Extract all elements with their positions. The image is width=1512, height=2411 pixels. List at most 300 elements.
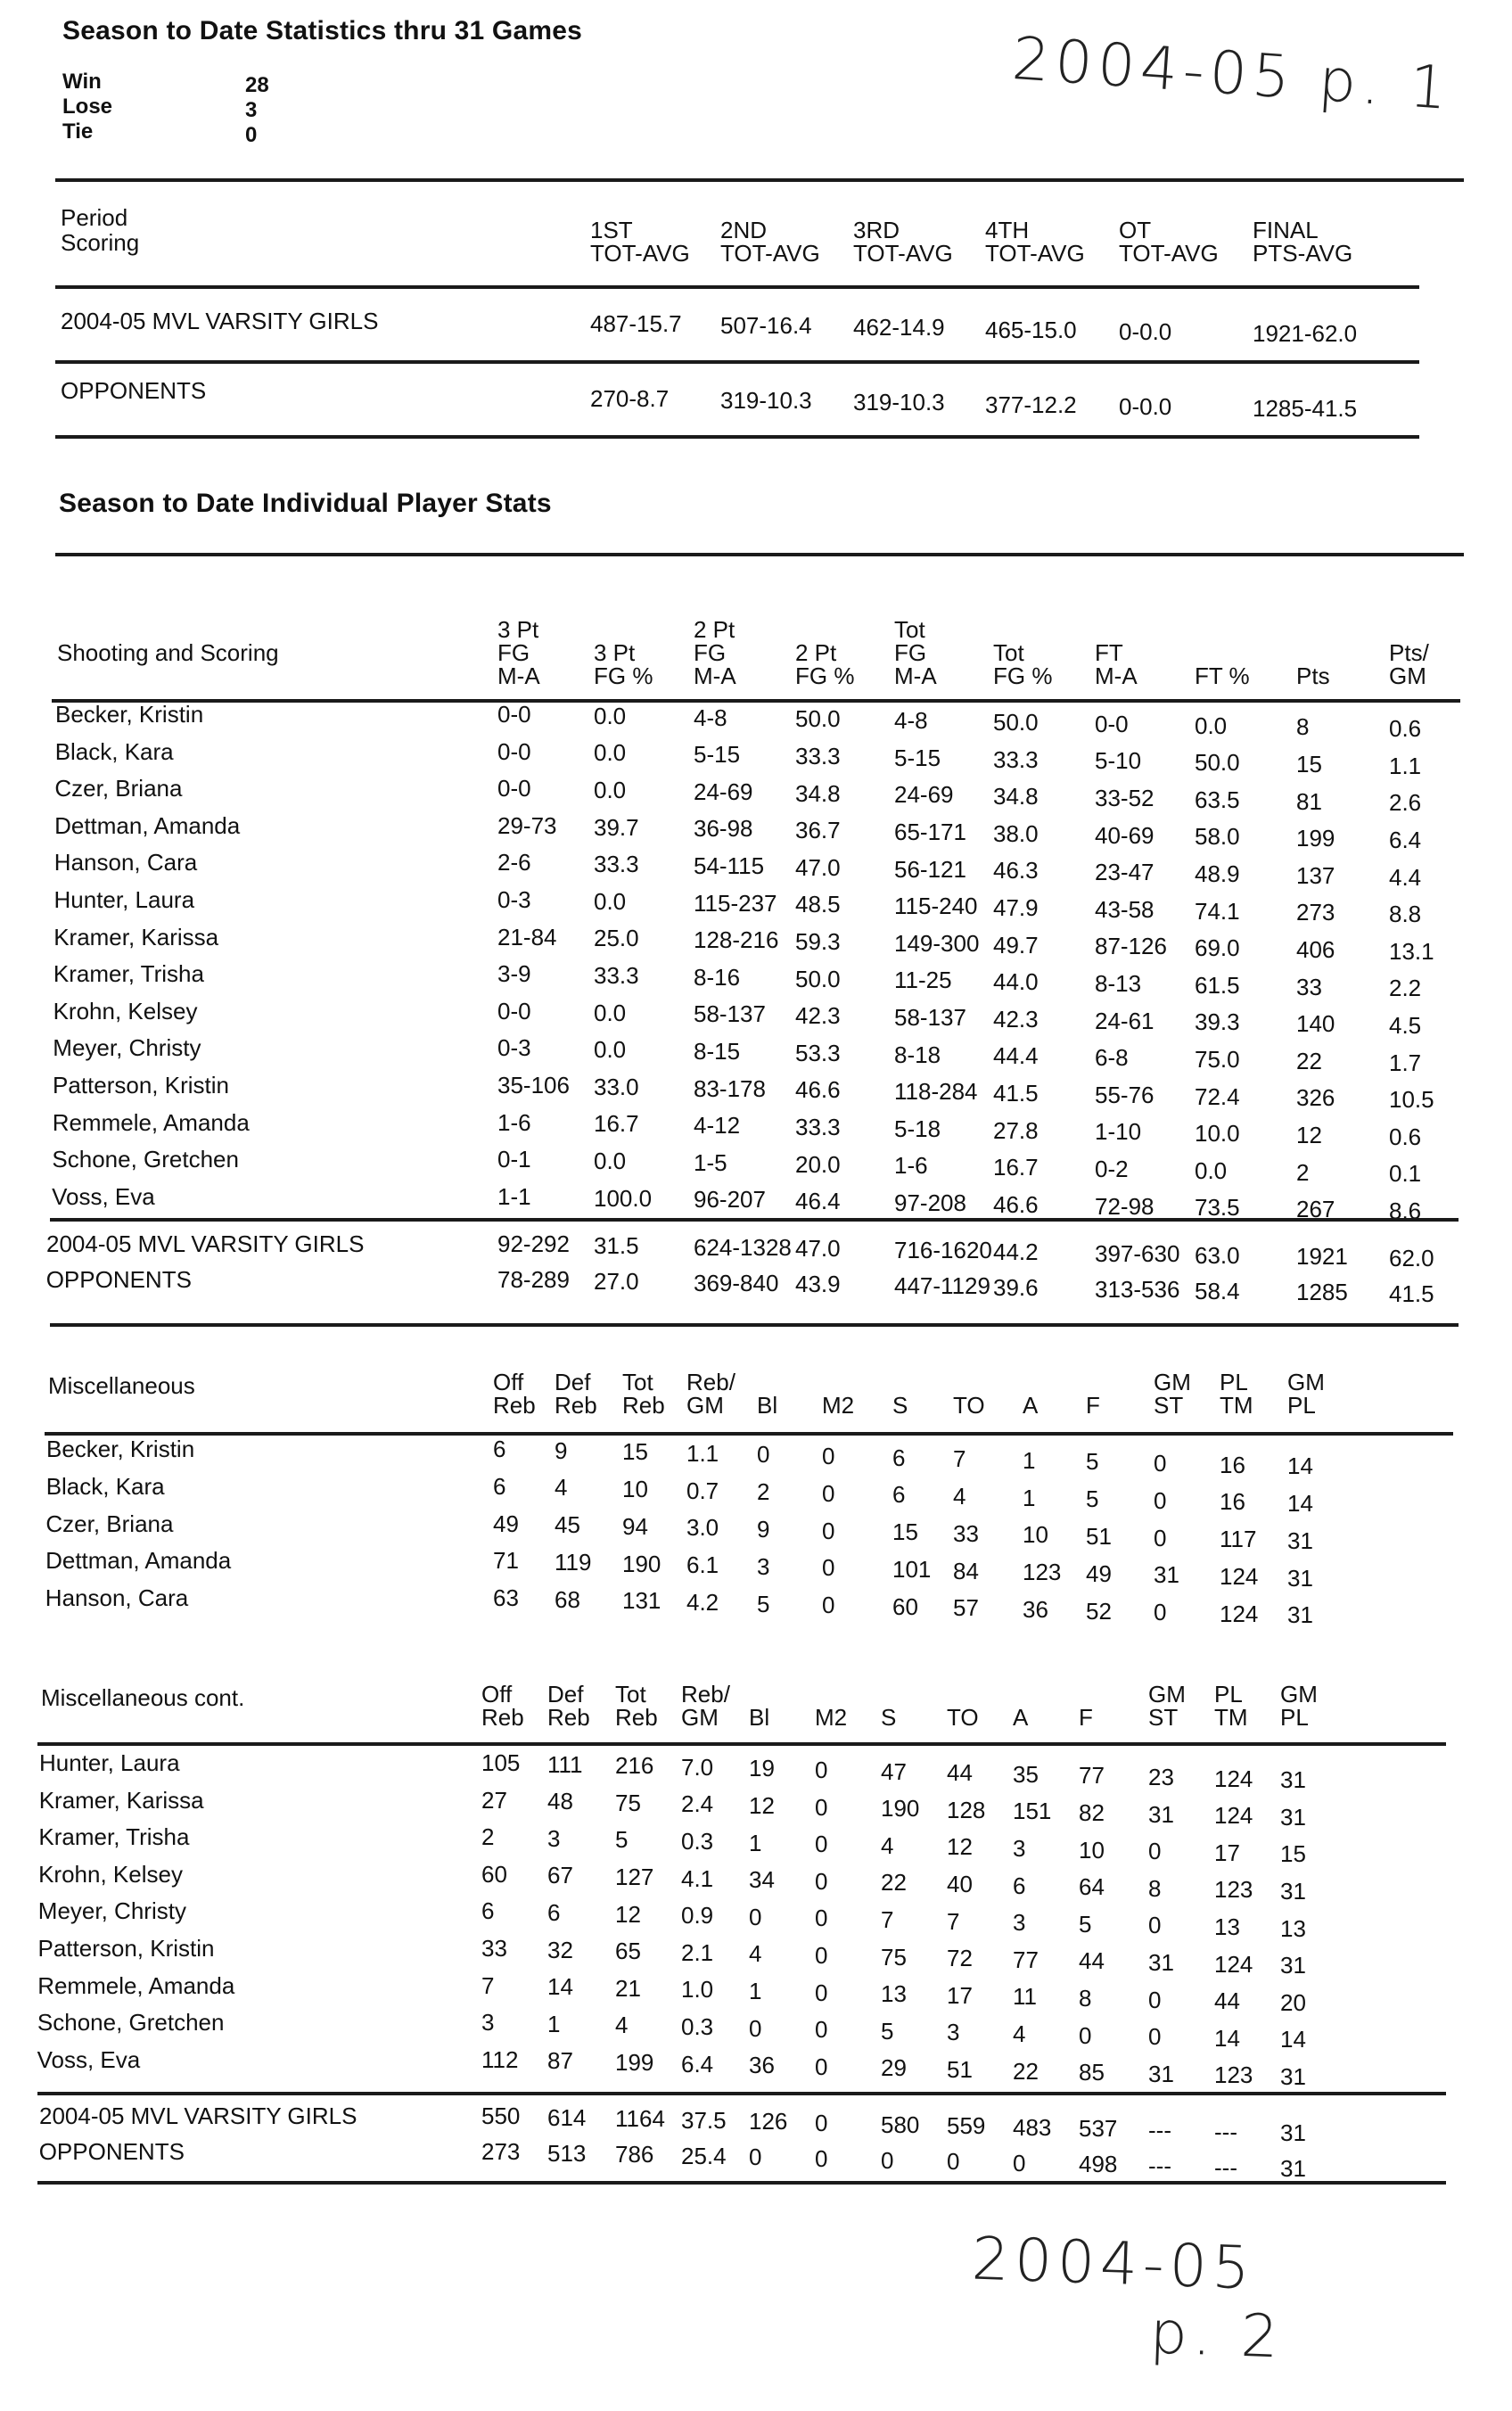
column-header-text: FG	[894, 639, 927, 666]
stat-cell: 83-178	[694, 1074, 766, 1102]
stat-cell: 29-73	[497, 811, 557, 839]
column-header-text: GM	[1148, 1681, 1186, 1707]
stat-cell: 0-3	[497, 1034, 531, 1062]
stat-cell: 0.0	[594, 702, 627, 729]
stat-cell: 39.7	[594, 813, 639, 841]
period-value: 1921-62.0	[1253, 320, 1358, 347]
player-name: Czer, Briana	[54, 775, 183, 802]
period-value: 0-0.0	[1119, 317, 1172, 345]
stat-cell: 4-12	[694, 1112, 741, 1140]
stat-cell: 14	[1280, 2026, 1306, 2053]
column-header-text: Def	[555, 1369, 591, 1395]
column-header-text: Bl	[757, 1392, 778, 1419]
stat-cell: 15	[622, 1438, 648, 1466]
stat-cell: 5	[1086, 1448, 1099, 1476]
column-header-text: FT	[1095, 639, 1123, 666]
stat-cell: 8.6	[1389, 1197, 1422, 1224]
stat-cell: 128	[947, 1796, 986, 1823]
player-name: Schone, Gretchen	[37, 2009, 225, 2037]
stat-cell: 12	[947, 1833, 973, 1861]
player-name: Voss, Eva	[37, 2045, 141, 2073]
column-header-text: 3RD	[853, 217, 900, 243]
stat-cell: 59.3	[795, 928, 841, 955]
stat-cell: 0.0	[1195, 1156, 1228, 1184]
column-header-text: Off	[481, 1681, 513, 1707]
stat-cell: 8	[1148, 1874, 1162, 1902]
stat-cell: 0-0	[1095, 710, 1129, 737]
stat-cell: 4-8	[894, 707, 928, 735]
stat-cell: 8-15	[694, 1038, 741, 1065]
stat-cell: 46.3	[993, 857, 1039, 885]
stat-cell: 7.0	[681, 1753, 714, 1781]
divider	[55, 285, 1419, 289]
column-header-text: GM	[1287, 1369, 1325, 1395]
stat-cell: 34.8	[795, 779, 841, 807]
stat-cell: 0	[815, 1867, 828, 1895]
column-header-text: ST	[1154, 1392, 1184, 1419]
stat-cell: 0	[815, 1905, 828, 1932]
stat-cell: 67	[547, 1862, 573, 1889]
column-header-text: GM	[681, 1704, 719, 1731]
stat-cell: 16	[1220, 1488, 1245, 1516]
column-header-text: FG	[694, 639, 727, 666]
column-header-text: FG %	[795, 662, 855, 689]
stat-cell: 44	[1079, 1947, 1105, 1975]
column-header-text: TOT-AVG	[1119, 240, 1219, 267]
stat-cell: 33	[1296, 973, 1322, 1000]
column-header-text: TM	[1220, 1392, 1253, 1419]
column-header-text: Reb	[555, 1392, 597, 1419]
player-name: Hanson, Cara	[53, 849, 198, 876]
stat-cell: 127	[615, 1864, 654, 1890]
stat-cell: 149-300	[894, 929, 980, 957]
stat-cell: 8	[1296, 713, 1310, 741]
stat-cell: 1	[749, 1978, 762, 2004]
stat-cell: 0	[1148, 1838, 1162, 1865]
stat-cell: 65-171	[894, 819, 966, 845]
stat-cell: 0.0	[594, 739, 627, 767]
stat-cell: 50.0	[993, 709, 1039, 736]
stat-cell: 119	[555, 1549, 592, 1576]
stat-cell: 273	[1296, 899, 1335, 926]
column-header-text: A	[1013, 1704, 1029, 1731]
player-name: Meyer, Christy	[53, 1034, 201, 1062]
stat-cell: 1164	[615, 2105, 665, 2133]
stat-cell: 49.7	[993, 931, 1039, 959]
stat-cell: 31	[1280, 2063, 1306, 2090]
stat-cell: 33.3	[993, 745, 1039, 773]
player-name: Patterson, Kristin	[53, 1072, 229, 1099]
stat-cell: 111	[547, 1750, 583, 1778]
stat-cell: 5-18	[894, 1115, 941, 1142]
period-value: 270-8.7	[590, 385, 670, 412]
stat-cell: 313-536	[1095, 1275, 1180, 1303]
stat-cell: 15	[1296, 751, 1322, 778]
stat-cell: 48	[547, 1788, 573, 1815]
stat-cell: 24-69	[894, 781, 954, 809]
stat-cell: 40	[947, 1871, 973, 1897]
stat-cell: 406	[1296, 936, 1335, 963]
stat-cell: 140	[1296, 1010, 1335, 1038]
stat-cell: 7	[881, 1906, 894, 1933]
stat-cell: 1921	[1296, 1243, 1348, 1271]
stat-cell: 1-6	[497, 1108, 531, 1136]
column-header-text: ST	[1148, 1704, 1179, 1731]
stat-cell: 16.7	[594, 1110, 639, 1138]
stat-cell: 0.3	[681, 2013, 714, 2040]
column-header-text: TM	[1214, 1704, 1248, 1731]
stat-cell: 1-5	[694, 1148, 727, 1176]
stat-cell: 9	[555, 1436, 568, 1464]
column-header-text: Reb/	[686, 1369, 735, 1395]
stat-cell: 498	[1079, 2151, 1118, 2178]
stat-cell: 117	[1220, 1526, 1257, 1553]
stat-cell: 60	[481, 1860, 507, 1888]
stat-cell: 6.4	[681, 2050, 714, 2078]
stat-cell: 2.1	[681, 1938, 714, 1966]
record-value-win: 28	[245, 73, 269, 97]
stat-cell: 550	[481, 2102, 521, 2129]
column-header-text: M-A	[497, 662, 540, 689]
stat-cell: 2.6	[1389, 789, 1422, 817]
stat-cell: 7	[953, 1445, 966, 1473]
player-name: 2004-05 MVL VARSITY GIRLS	[46, 1230, 365, 1257]
column-header-text: Def	[547, 1681, 584, 1707]
stat-cell: 71	[493, 1547, 519, 1575]
stat-cell: 17	[1214, 1839, 1240, 1866]
period-value: 319-10.3	[853, 389, 945, 416]
column-header-text: Tot	[894, 616, 925, 643]
stat-cell: 0	[815, 1831, 828, 1858]
stat-cell: 33.3	[594, 962, 639, 989]
stat-cell: 5	[881, 2017, 894, 2045]
stat-cell: 12	[1296, 1122, 1322, 1148]
stat-cell: 1	[749, 1829, 762, 1856]
stat-cell: 31	[1154, 1561, 1179, 1589]
player-name: Krohn, Kelsey	[38, 1860, 183, 1888]
stat-cell: 101	[892, 1556, 932, 1583]
stat-cell: 53.3	[795, 1039, 841, 1066]
stat-cell: 73.5	[1195, 1194, 1240, 1222]
stat-cell: 33-52	[1095, 785, 1155, 811]
stat-cell: 0	[1148, 2023, 1162, 2051]
stat-cell: 55-76	[1095, 1081, 1155, 1108]
stat-cell: 27.8	[993, 1116, 1039, 1144]
stat-cell: 63	[493, 1584, 519, 1612]
stat-cell: 47.0	[795, 853, 841, 881]
stat-cell: 11-25	[894, 967, 952, 994]
stat-cell: 31	[1280, 1766, 1306, 1794]
player-name: Hunter, Laura	[39, 1749, 180, 1776]
stat-cell: 1-6	[894, 1152, 928, 1180]
stat-cell: 11	[1013, 1983, 1037, 2011]
stat-cell: 49	[493, 1510, 519, 1537]
column-header-text: GM	[1154, 1369, 1191, 1395]
column-header-text: 2 Pt	[694, 616, 735, 643]
stat-cell: 21	[615, 1974, 641, 2002]
stat-cell: 31	[1148, 1949, 1174, 1976]
column-header-text: M-A	[694, 662, 736, 689]
stat-cell: 2.4	[681, 1790, 714, 1818]
stat-cell: 48.5	[795, 891, 841, 918]
stat-cell: 0	[749, 2144, 762, 2171]
stat-cell: 9	[757, 1516, 770, 1543]
stat-cell: 36.7	[795, 817, 841, 844]
stat-cell: 52	[1086, 1597, 1112, 1625]
stat-cell: 6	[493, 1436, 506, 1462]
stat-cell: 85	[1079, 2059, 1105, 2086]
stat-cell: 60	[892, 1592, 918, 1620]
stat-cell: 123	[1214, 2061, 1253, 2089]
player-name: Schone, Gretchen	[52, 1146, 239, 1173]
period-value: 462-14.9	[853, 314, 945, 341]
stat-cell: 124	[1214, 1950, 1253, 1978]
player-name: OPPONENTS	[38, 2138, 185, 2165]
misc-cont-label: Miscellaneous cont.	[41, 1684, 245, 1711]
stat-cell: 34	[749, 1866, 775, 1894]
divider	[50, 1323, 1459, 1327]
column-header-text: Tot	[615, 1681, 646, 1707]
stat-cell: 0-0	[497, 997, 531, 1024]
stat-cell: 63.0	[1195, 1241, 1240, 1269]
stat-cell: 216	[615, 1752, 654, 1780]
stat-cell: 48.9	[1195, 860, 1240, 887]
stat-cell: 0	[822, 1517, 835, 1544]
stat-cell: 112	[481, 2045, 519, 2073]
stat-cell: 6	[892, 1444, 906, 1471]
stat-cell: 2	[1296, 1158, 1310, 1186]
column-header-text: Pts/	[1389, 639, 1429, 666]
stat-cell: 124	[1220, 1600, 1259, 1627]
column-header-text: GM	[1280, 1681, 1318, 1707]
column-header-text: A	[1023, 1392, 1039, 1419]
stat-cell: 46.6	[795, 1076, 841, 1104]
stat-cell: 45	[555, 1511, 580, 1539]
stat-cell: 68	[555, 1585, 580, 1613]
stat-cell: 0.0	[594, 999, 627, 1026]
column-header-text: TOT-AVG	[590, 240, 690, 267]
stat-cell: 7	[481, 1971, 495, 1999]
stat-cell: 199	[615, 2049, 654, 2076]
stat-cell: 6	[547, 1899, 561, 1926]
stat-cell: 190	[622, 1550, 662, 1577]
stat-cell: 8-18	[894, 1041, 941, 1068]
column-header-text: S	[881, 1704, 897, 1731]
period-value: 377-12.2	[985, 391, 1077, 418]
stat-cell: 51	[947, 2056, 973, 2083]
stat-cell: 0	[815, 1979, 828, 2006]
stat-cell: 84	[953, 1557, 979, 1584]
stat-cell: 42.3	[993, 1005, 1039, 1033]
stat-cell: 0	[881, 2146, 894, 2174]
column-header-text: M-A	[1095, 662, 1138, 689]
stat-cell: 31	[1280, 1803, 1306, 1831]
stat-cell: 0	[1154, 1450, 1167, 1477]
stat-cell: 7	[947, 1907, 960, 1935]
stat-cell: 267	[1296, 1196, 1335, 1223]
stat-cell: 0	[1148, 1912, 1162, 1939]
stat-cell: 1-10	[1095, 1118, 1142, 1146]
stat-cell: 29	[881, 2054, 907, 2082]
stat-cell: 17	[947, 1981, 973, 2009]
stat-cell: 37.5	[681, 2106, 727, 2134]
stat-cell: 56-121	[894, 855, 966, 883]
stat-cell: 27.0	[594, 1267, 639, 1295]
stat-cell: 0	[815, 1793, 828, 1821]
stat-cell: 96-207	[694, 1186, 766, 1214]
stat-cell: 31	[1148, 2060, 1174, 2087]
stat-cell: 14	[1214, 2024, 1240, 2052]
stat-cell: 0-2	[1095, 1156, 1129, 1182]
stat-cell: 13	[881, 1980, 907, 2008]
stat-cell: 580	[881, 2111, 920, 2138]
stat-cell: 0	[1154, 1524, 1167, 1551]
player-name: Krohn, Kelsey	[53, 997, 198, 1024]
stat-cell: 716-1620	[894, 1237, 992, 1264]
column-header-text: GM	[686, 1392, 724, 1419]
stat-cell: 0	[815, 1757, 828, 1783]
stat-cell: 3	[1013, 1909, 1026, 1937]
stat-cell: 63.5	[1195, 786, 1240, 813]
stat-cell: 12	[615, 1900, 641, 1928]
stat-cell: 31	[1280, 2119, 1306, 2147]
column-header-text: M2	[822, 1392, 855, 1419]
stat-cell: 22	[1013, 2057, 1039, 2085]
stat-cell: 273	[481, 2138, 521, 2165]
column-header-text: GM	[1389, 662, 1426, 689]
player-name: Black, Kara	[45, 1472, 165, 1500]
column-header-text: Reb	[481, 1704, 524, 1731]
stat-cell: 44.4	[993, 1042, 1039, 1070]
stat-cell: 6	[481, 1897, 495, 1925]
stat-cell: 31	[1287, 1564, 1313, 1592]
stat-cell: 0	[1148, 1986, 1162, 2013]
stat-cell: 0	[822, 1554, 835, 1582]
stat-cell: 32	[547, 1936, 573, 1963]
stat-cell: 3	[757, 1552, 770, 1580]
stat-cell: 39.6	[993, 1274, 1039, 1301]
column-header-text: Reb	[547, 1704, 590, 1731]
stat-cell: 31	[1280, 1952, 1306, 1979]
stat-cell: 10	[622, 1476, 648, 1502]
stat-cell: 0	[815, 2016, 828, 2044]
stat-cell: 33.3	[795, 1114, 841, 1140]
stat-cell: 46.6	[993, 1190, 1039, 1218]
stat-cell: 137	[1296, 861, 1335, 889]
stat-cell: 97-208	[894, 1189, 966, 1216]
stat-cell: 5-10	[1095, 747, 1142, 775]
period-label-line1: Period	[61, 204, 128, 231]
stat-cell: 50.0	[795, 965, 841, 992]
stat-cell: 39.3	[1195, 1008, 1240, 1036]
column-header-text: 3 Pt	[497, 616, 539, 643]
period-label-line2: Scoring	[61, 229, 140, 256]
stat-cell: 105	[481, 1749, 521, 1776]
column-header-text: F	[1086, 1392, 1100, 1419]
stat-cell: 81	[1296, 787, 1322, 815]
stat-cell: 537	[1079, 2115, 1118, 2143]
player-name: Voss, Eva	[52, 1182, 155, 1210]
divider	[55, 360, 1419, 364]
stat-cell: 4.5	[1389, 1012, 1422, 1039]
stat-cell: 36	[1023, 1596, 1048, 1623]
stat-cell: 58.0	[1195, 823, 1240, 851]
stat-cell: 94	[622, 1512, 648, 1540]
divider	[37, 2181, 1446, 2185]
stat-cell: 0	[822, 1443, 835, 1469]
column-header-text: Tot	[993, 639, 1024, 666]
stat-cell: 4	[615, 2012, 629, 2039]
stat-cell: 0.0	[594, 1036, 627, 1064]
stat-cell: 190	[881, 1795, 920, 1823]
stat-cell: 10	[1023, 1521, 1048, 1549]
column-header-text: Bl	[749, 1704, 770, 1731]
period-value: 0-0.0	[1119, 392, 1172, 420]
stat-cell: 22	[1296, 1047, 1322, 1074]
column-header-text: Reb/	[681, 1681, 730, 1707]
stat-cell: 54-115	[694, 852, 765, 879]
stat-cell: ---	[1148, 2152, 1171, 2179]
stat-cell: 25.4	[681, 2142, 727, 2169]
column-header-text: Tot	[622, 1369, 653, 1395]
column-header-text: M-A	[894, 662, 937, 689]
stat-cell: 8	[1079, 1985, 1092, 2012]
stat-cell: 0	[815, 1942, 828, 1969]
column-header-text: FG %	[993, 662, 1053, 689]
stat-cell: 0.0	[594, 777, 627, 803]
stat-cell: 64	[1079, 1873, 1105, 1901]
stat-cell: 12	[749, 1792, 775, 1819]
stat-cell: 75	[615, 1789, 641, 1816]
stat-cell: 0	[1013, 2149, 1026, 2176]
stat-cell: 6	[493, 1472, 506, 1500]
stat-cell: 47.9	[993, 894, 1039, 921]
record-label-win: Win	[62, 70, 102, 94]
stat-cell: 3	[947, 2019, 960, 2046]
stat-cell: 128-216	[694, 926, 779, 954]
stat-cell: 786	[615, 2141, 654, 2168]
player-name: Meyer, Christy	[37, 1897, 186, 1925]
stat-cell: 14	[547, 1973, 573, 2001]
record-label-lose: Lose	[62, 95, 113, 119]
stat-cell: 4	[749, 1940, 762, 1968]
stat-cell: 5	[615, 1826, 629, 1854]
stat-cell: 4	[1013, 2020, 1026, 2047]
stat-cell: 31	[1287, 1526, 1313, 1554]
period-value: 465-15.0	[985, 316, 1077, 343]
stat-cell: 4.1	[681, 1864, 714, 1892]
player-name: OPPONENTS	[45, 1266, 192, 1293]
column-header-text: Reb	[622, 1392, 665, 1419]
stat-cell: 13	[1214, 1913, 1240, 1940]
stat-cell: 5	[1086, 1485, 1099, 1513]
stat-cell: 124	[1214, 1765, 1253, 1792]
stat-cell: 123	[1023, 1559, 1062, 1586]
stat-cell: 24-61	[1095, 1007, 1155, 1034]
column-header-text: PTS-AVG	[1253, 240, 1353, 267]
column-header-text: 4TH	[985, 217, 1030, 243]
column-header-text: 3 Pt	[594, 639, 636, 666]
stat-cell: 614	[547, 2103, 587, 2131]
stat-cell: 8.8	[1389, 901, 1422, 928]
divider	[37, 1742, 1446, 1746]
stat-cell: 27	[481, 1786, 507, 1814]
stat-cell: 82	[1079, 1799, 1105, 1826]
stat-cell: 21-84	[497, 923, 557, 950]
stat-cell: 72	[947, 1945, 973, 1972]
stat-cell: 62.0	[1389, 1245, 1434, 1272]
stat-cell: 10.5	[1389, 1086, 1434, 1114]
